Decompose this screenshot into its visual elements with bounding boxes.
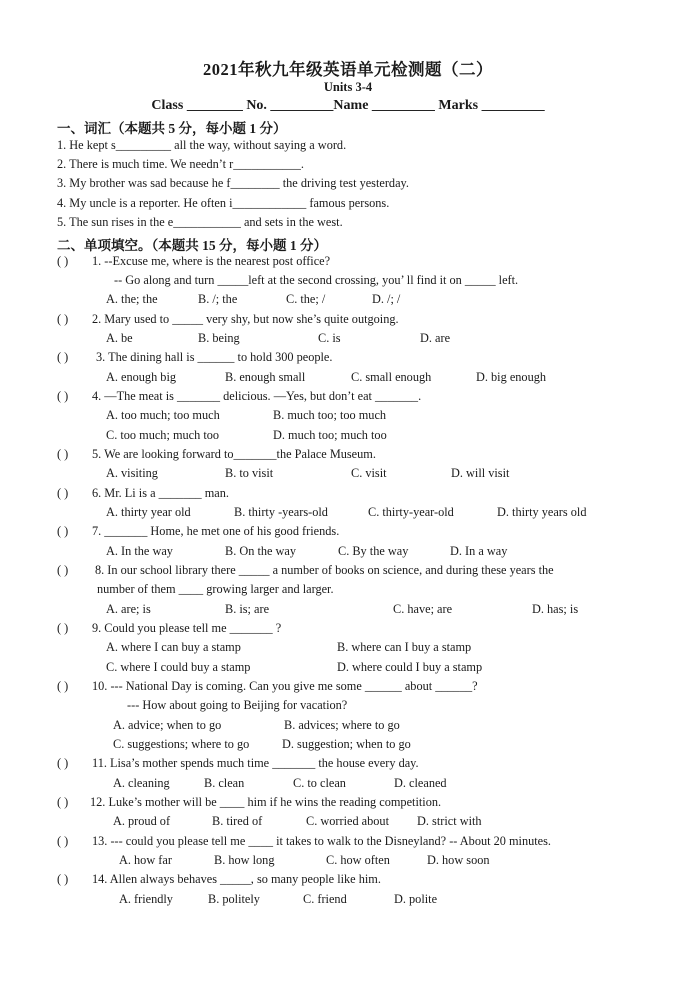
answer-bracket: ( ) <box>57 795 69 809</box>
question-1: 1. --Excuse me, where is the nearest post office? <box>92 254 331 268</box>
q14-option-d: D. polite <box>394 892 438 906</box>
q5-option-a: A. visiting <box>106 466 158 480</box>
q10-option-c: C. suggestions; where to go <box>113 737 250 751</box>
q7-option-a: A. In the way <box>106 544 173 558</box>
question-7: 7. _______ Home, he met one of his good friends. <box>92 524 340 538</box>
answer-bracket: ( ) <box>57 563 69 577</box>
q6-option-a: A. thirty year old <box>106 505 191 519</box>
q12-option-c: C. worried about <box>306 814 389 828</box>
question-8: 8. In our school library there _____ a number of books on science, and during these years the <box>95 563 554 577</box>
vocab-item-3: 3. My brother was sad because he f________ the driving test yesterday. <box>57 176 409 190</box>
q11-option-a: A. cleaning <box>113 776 170 790</box>
question-9: 9. Could you please tell me _______ ? <box>92 621 282 635</box>
q4-option-b: B. much too; too much <box>273 408 387 422</box>
answer-bracket: ( ) <box>57 312 69 326</box>
question-3: 3. The dining hall is ______ to hold 300 people. <box>96 350 333 364</box>
exam-title: 2021年秋九年级英语单元检测题（二） <box>203 60 493 79</box>
answer-bracket: ( ) <box>57 350 69 364</box>
q4-option-a: A. too much; too much <box>106 408 220 422</box>
q7-option-b: B. On the way <box>225 544 297 558</box>
question-5: 5. We are looking forward to_______the Palace Museum. <box>92 447 376 461</box>
q1-option-d: D. /; / <box>372 292 401 306</box>
question-8-continued: number of them ____ growing larger and larger. <box>97 582 334 596</box>
q14-option-c: C. friend <box>303 892 347 906</box>
q4-option-c: C. too much; much too <box>106 428 220 442</box>
q1-option-a: A. the; the <box>106 292 158 306</box>
answer-bracket: ( ) <box>57 254 69 268</box>
q7-option-c: C. By the way <box>338 544 409 558</box>
q9-option-a: A. where I can buy a stamp <box>106 640 241 654</box>
question-10: 10. --- National Day is coming. Can you give me some ______ about ______? <box>92 679 478 693</box>
q9-option-b: B. where can I buy a stamp <box>337 640 472 654</box>
q10-option-d: D. suggestion; when to go <box>282 737 411 751</box>
q12-option-d: D. strict with <box>417 814 482 828</box>
q3-option-b: B. enough small <box>225 370 306 384</box>
q13-option-d: D. how soon <box>427 853 490 867</box>
q4-option-d: D. much too; much too <box>273 428 387 442</box>
question-2: 2. Mary used to _____ very shy, but now she’s quite outgoing. <box>92 312 399 326</box>
q8-option-d: D. has; is <box>532 602 579 616</box>
q6-option-c: C. thirty-year-old <box>368 505 454 519</box>
q9-option-c: C. where I could buy a stamp <box>106 660 251 674</box>
q3-option-c: C. small enough <box>351 370 432 384</box>
vocab-item-4: 4. My uncle is a reporter. He often i____________ famous persons. <box>57 196 390 210</box>
section1-heading: 一、词汇（本题共 5 分，每小题 1 分） <box>57 121 287 136</box>
q5-option-b: B. to visit <box>225 466 274 480</box>
answer-bracket: ( ) <box>57 834 69 848</box>
q14-option-b: B. politely <box>208 892 260 906</box>
answer-bracket: ( ) <box>57 447 69 461</box>
q2-option-a: A. be <box>106 331 133 345</box>
q12-option-b: B. tired of <box>212 814 263 828</box>
q6-option-d: D. thirty years old <box>497 505 587 519</box>
q10-option-a: A. advice; when to go <box>113 718 222 732</box>
answer-bracket: ( ) <box>57 621 69 635</box>
q11-option-c: C. to clean <box>293 776 346 790</box>
question-1-dialog: -- Go along and turn _____left at the second crossing, you’ ll find it on _____ left. <box>114 273 519 287</box>
q9-option-d: D. where could I buy a stamp <box>337 660 483 674</box>
answer-bracket: ( ) <box>57 679 69 693</box>
q1-option-b: B. /; the <box>198 292 238 306</box>
answer-bracket: ( ) <box>57 524 69 538</box>
q14-option-a: A. friendly <box>119 892 173 906</box>
answer-bracket: ( ) <box>57 872 69 886</box>
question-6: 6. Mr. Li is a _______ man. <box>92 486 229 500</box>
q2-option-b: B. being <box>198 331 240 345</box>
q2-option-c: C. is <box>318 331 341 345</box>
question-13: 13. --- could you please tell me ____ it takes to walk to the Disneyland? -- About 20 minutes. <box>92 834 551 848</box>
q13-option-c: C. how often <box>326 853 390 867</box>
q7-option-d: D. In a way <box>450 544 508 558</box>
q5-option-c: C. visit <box>351 466 387 480</box>
q8-option-a: A. are; is <box>106 602 151 616</box>
question-12: 12. Luke’s mother will be ____ him if he wins the reading competition. <box>90 795 442 809</box>
question-4: 4. —The meat is _______ delicious. —Yes, but don’t eat _______. <box>92 389 422 403</box>
vocab-item-5: 5. The sun rises in the e___________ and sets in the west. <box>57 215 343 229</box>
q11-option-b: B. clean <box>204 776 245 790</box>
question-10-dialog: --- How about going to Beijing for vacation? <box>127 698 348 712</box>
q10-option-b: B. advices; where to go <box>284 718 400 732</box>
student-info-line: Class ________ No. _________Name _________ Marks _________ <box>151 98 545 113</box>
answer-bracket: ( ) <box>57 756 69 770</box>
q2-option-d: D. are <box>420 331 451 345</box>
question-14: 14. Allen always behaves _____, so many people like him. <box>92 872 381 886</box>
q1-option-c: C. the; / <box>286 292 326 306</box>
q5-option-d: D. will visit <box>451 466 510 480</box>
q3-option-d: D. big enough <box>476 370 547 384</box>
section2-heading: 二、单项填空。（本题共 15 分，每小题 1 分） <box>57 238 327 253</box>
answer-bracket: ( ) <box>57 389 69 403</box>
q12-option-a: A. proud of <box>113 814 171 828</box>
q8-option-c: C. have; are <box>393 602 453 616</box>
q6-option-b: B. thirty -years-old <box>234 505 328 519</box>
q13-option-b: B. how long <box>214 853 275 867</box>
exam-units: Units 3-4 <box>323 80 373 94</box>
q11-option-d: D. cleaned <box>394 776 447 790</box>
vocab-item-1: 1. He kept s_________ all the way, without saying a word. <box>57 138 347 152</box>
vocab-item-2: 2. There is much time. We needn’t r___________. <box>57 157 304 171</box>
q13-option-a: A. how far <box>119 853 172 867</box>
question-11: 11. Lisa’s mother spends much time _______ the house every day. <box>92 756 419 770</box>
answer-bracket: ( ) <box>57 486 69 500</box>
q3-option-a: A. enough big <box>106 370 177 384</box>
q8-option-b: B. is; are <box>225 602 270 616</box>
